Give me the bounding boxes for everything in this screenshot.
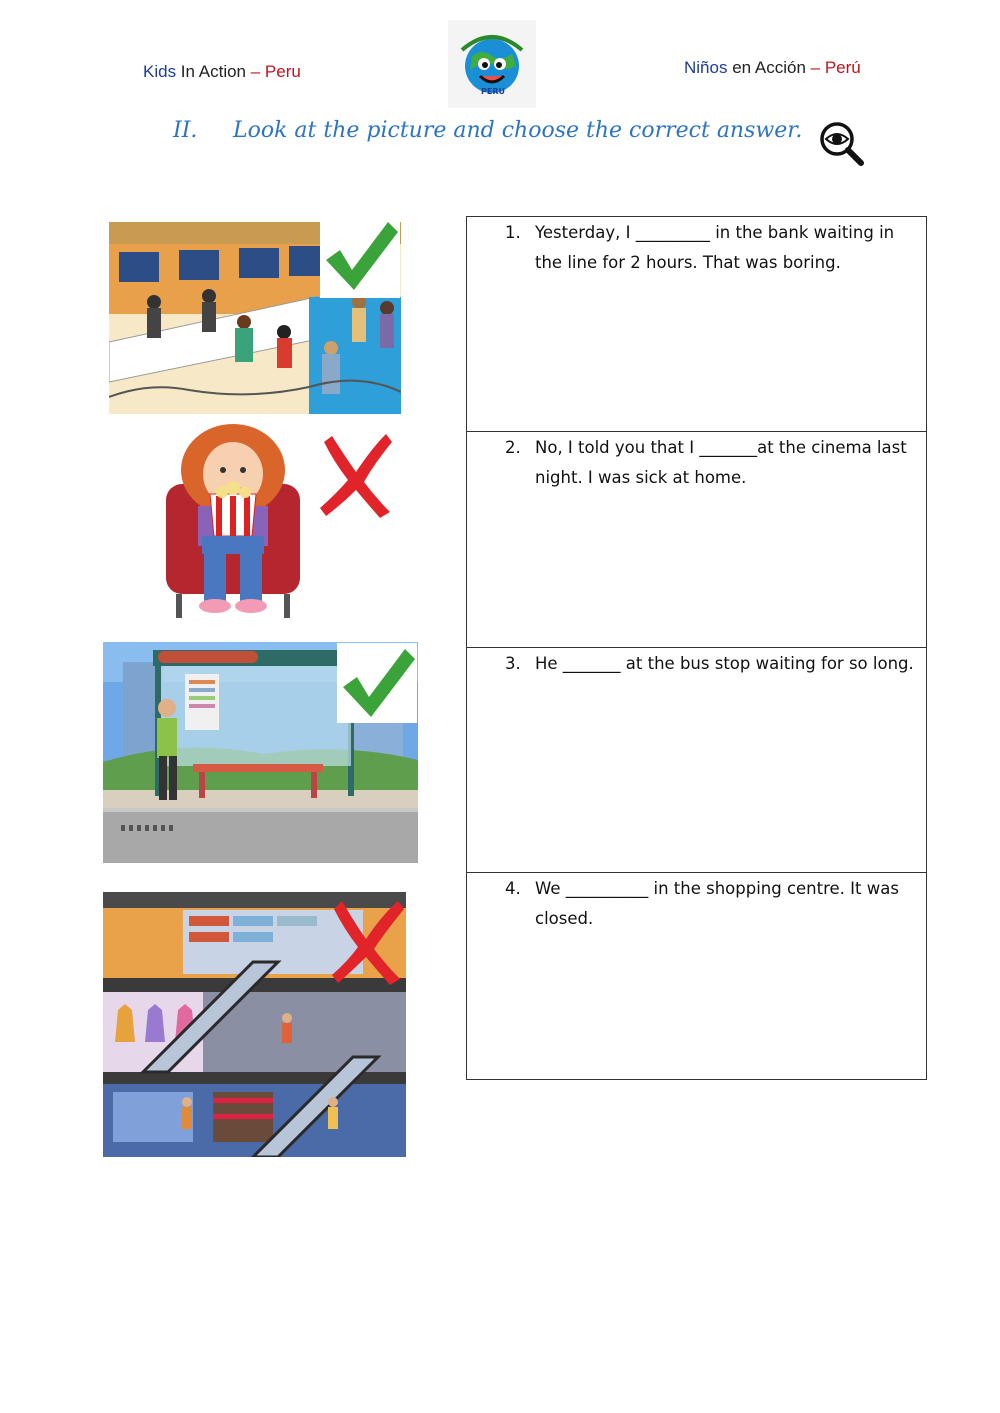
check-mark-icon (320, 214, 400, 298)
cinema-girl-image (162, 424, 304, 620)
questions-table (466, 216, 927, 1080)
question-cell (467, 217, 927, 432)
logo-bottom-text: PERU (481, 87, 505, 96)
question-cell (467, 432, 927, 648)
cross-mark-icon (318, 432, 394, 520)
question-number: 1. (505, 223, 521, 242)
header-right: Niños en Acción – Perú (684, 58, 861, 77)
table-row (467, 648, 927, 873)
magnifier-eye-icon (818, 120, 864, 166)
question-text: No, I told you that I _______at the cinema last night. I was sick at home. (535, 438, 907, 487)
question-text: He _______ at the bus stop waiting for so long. (535, 654, 914, 673)
logo (448, 20, 536, 108)
table-row (467, 873, 927, 1080)
question-text: We __________ in the shopping centre. It was closed. (535, 879, 899, 928)
question-number: 4. (505, 879, 521, 898)
check-mark-icon (337, 643, 417, 723)
question-cell (467, 873, 927, 1080)
instruction-text: Look at the picture and choose the correct answer. (233, 118, 803, 143)
table-row (467, 432, 927, 648)
table-row (467, 217, 927, 432)
question-text: Yesterday, I _________ in the bank waiting in the line for 2 hours. That was boring. (535, 223, 895, 272)
question-cell (467, 648, 927, 873)
exercise-instruction (173, 118, 802, 143)
question-number: 2. (505, 438, 521, 457)
exercise-number: II. (173, 118, 198, 143)
question-number: 3. (505, 654, 521, 673)
header-left: Kids In Action – Peru (143, 62, 301, 81)
cross-mark-icon (330, 897, 406, 987)
